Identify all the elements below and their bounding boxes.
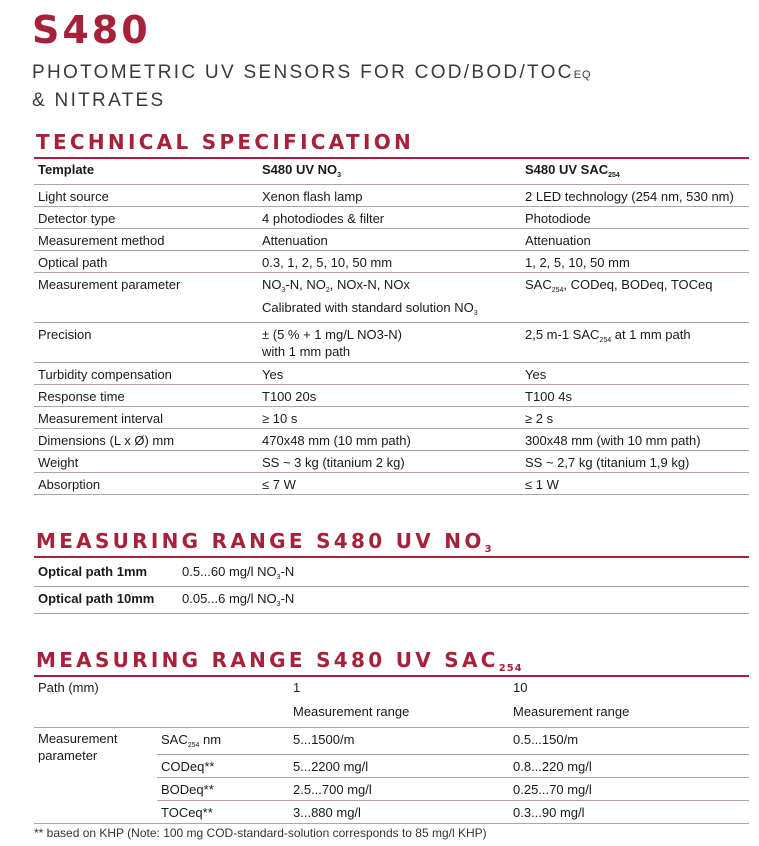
spec-label: Precision	[34, 323, 258, 363]
spec-row	[34, 185, 749, 207]
spec-label: Measurement interval	[34, 407, 258, 429]
spec-value-sac: Photodiode	[521, 207, 749, 229]
spec-label: Dimensions (L x Ø) mm	[34, 429, 258, 451]
sac-row	[34, 727, 749, 754]
path-row	[34, 679, 749, 703]
spec-value-no3: T100 20s	[258, 385, 521, 407]
subtitle-line-1: PHOTOMETRIC UV SENSORS FOR COD/BOD/TOC	[32, 62, 574, 83]
spec-value-sac: 2 LED technology (254 nm, 530 nm)	[521, 185, 749, 207]
spec-value-sac: SS ~ 2,7 kg (titanium 1,9 kg)	[521, 451, 749, 473]
spec-row	[34, 251, 749, 273]
path-10: 10	[513, 680, 528, 695]
spec-label: Measurement method	[34, 229, 258, 251]
range-sac-rule	[34, 675, 749, 677]
range-no3-row	[34, 587, 749, 614]
spec-label: Measurement parameter	[34, 273, 258, 323]
range-label: TOCeq**	[157, 800, 289, 823]
spec-label: Response time	[34, 385, 258, 407]
spec-heading: TECHNICAL SPECIFICATION	[36, 130, 415, 154]
template-label: Template	[34, 161, 258, 185]
spec-label: Light source	[34, 185, 258, 207]
range-value-1: 3...880 mg/l	[289, 800, 509, 823]
spec-value-sac: Yes	[521, 363, 749, 385]
range-sac-heading: MEASURING RANGE S480 UV $SAC_{254}$	[36, 648, 523, 674]
mr-label-row	[34, 703, 749, 727]
range-no3-label: Optical path 1mm	[34, 560, 178, 587]
spec-value-sac: 300x48 mm (with 10 mm path)	[521, 429, 749, 451]
spec-row	[34, 273, 749, 323]
spec-value-sac: 1, 2, 5, 10, 50 mm	[521, 251, 749, 273]
template-no3: S480 UV $NO_3$	[258, 161, 521, 185]
spec-value-sac: ≥ 2 s	[521, 407, 749, 429]
spec-row	[34, 363, 749, 385]
spec-value-no3: ≥ 10 s	[258, 407, 521, 429]
range-no3-table	[34, 560, 749, 614]
range-no3-label: Optical path 10mm	[34, 587, 178, 614]
spec-row	[34, 451, 749, 473]
range-no3-row	[34, 560, 749, 587]
sac-value-10: 0.5...150/m	[509, 727, 749, 754]
spec-value-sac: Attenuation	[521, 229, 749, 251]
spec-rule	[34, 157, 749, 159]
path-label: Path (mm)	[38, 680, 99, 695]
sac-value-1: 5...1500/m	[289, 727, 509, 754]
spec-value-no3: 4 photodiodes & filter	[258, 207, 521, 229]
spec-value-sac: ≤ 1 W	[521, 473, 749, 495]
spec-value-no3: SS ~ 3 kg (titanium 2 kg)	[258, 451, 521, 473]
subtitle-line-2: & NITRATES	[32, 90, 166, 111]
range-value-10: 0.8...220 mg/l	[509, 754, 749, 777]
spec-value-no3: ≤ 7 W	[258, 473, 521, 495]
spec-row	[34, 429, 749, 451]
spec-value-no3: ± (5 % + 1 mg/L NO3-N) with 1 mm path	[258, 323, 521, 363]
spec-value-no3: $NO_3-N$, $NO_2$, NOx-N, NOx Calibrated with standard solution $NO_3$	[258, 273, 521, 323]
spec-value-no3: Attenuation	[258, 229, 521, 251]
range-sac-table	[34, 679, 749, 824]
mr-label-10: Measurement range	[509, 703, 749, 727]
spec-label: Absorption	[34, 473, 258, 495]
sac-label: $SAC_{254}$ nm	[157, 727, 289, 754]
spec-value-sac: T100 4s	[521, 385, 749, 407]
spec-row	[34, 473, 749, 495]
spec-value-sac: 2,5 m-1 $SAC_{254}$ at 1 mm path	[521, 323, 749, 363]
range-no3-value: 0.5...60 mg/l $NO_3-N$	[178, 560, 749, 587]
mr-label-1: Measurement range	[289, 703, 509, 727]
spec-label: Turbidity compensation	[34, 363, 258, 385]
range-no3-rule	[34, 556, 749, 558]
range-value-10: 0.25...70 mg/l	[509, 777, 749, 800]
template-sac: S480 UV $SAC_{254}$	[521, 161, 749, 185]
spec-label: Optical path	[34, 251, 258, 273]
range-value-10: 0.3...90 mg/l	[509, 800, 749, 823]
spec-row	[34, 407, 749, 429]
spec-row	[34, 207, 749, 229]
spec-value-no3: Xenon flash lamp	[258, 185, 521, 207]
path-1: 1	[293, 680, 301, 695]
range-label: CODeq**	[157, 754, 289, 777]
range-no3-heading: MEASURING RANGE S480 UV $NO_3$	[36, 529, 493, 555]
range-value-1: 5...2200 mg/l	[289, 754, 509, 777]
footnote: ** based on KHP (Note: 100 mg COD-standard-solution corresponds to 85 mg/l KHP)	[34, 826, 487, 840]
product-subtitle	[32, 60, 732, 114]
range-value-1: 2.5...700 mg/l	[289, 777, 509, 800]
range-label: BODeq**	[157, 777, 289, 800]
spec-value-sac: $SAC_{254}$, CODeq, BODeq, TOCeq	[521, 273, 749, 323]
spec-value-no3: Yes	[258, 363, 521, 385]
product-title: S480	[32, 8, 151, 52]
spec-value-no3: 0.3, 1, 2, 5, 10, 50 mm	[258, 251, 521, 273]
spec-table	[34, 161, 749, 495]
range-no3-value: 0.05...6 mg/l $NO_3-N$	[178, 587, 749, 614]
subtitle-eq: EQ	[573, 69, 592, 81]
spec-row	[34, 385, 749, 407]
spec-label: Weight	[34, 451, 258, 473]
spec-label: Detector type	[34, 207, 258, 229]
spec-row	[34, 323, 749, 363]
spec-header-row	[34, 161, 749, 185]
param-label: Measurement parameter	[34, 727, 157, 823]
spec-value-no3: 470x48 mm (10 mm path)	[258, 429, 521, 451]
spec-row	[34, 229, 749, 251]
